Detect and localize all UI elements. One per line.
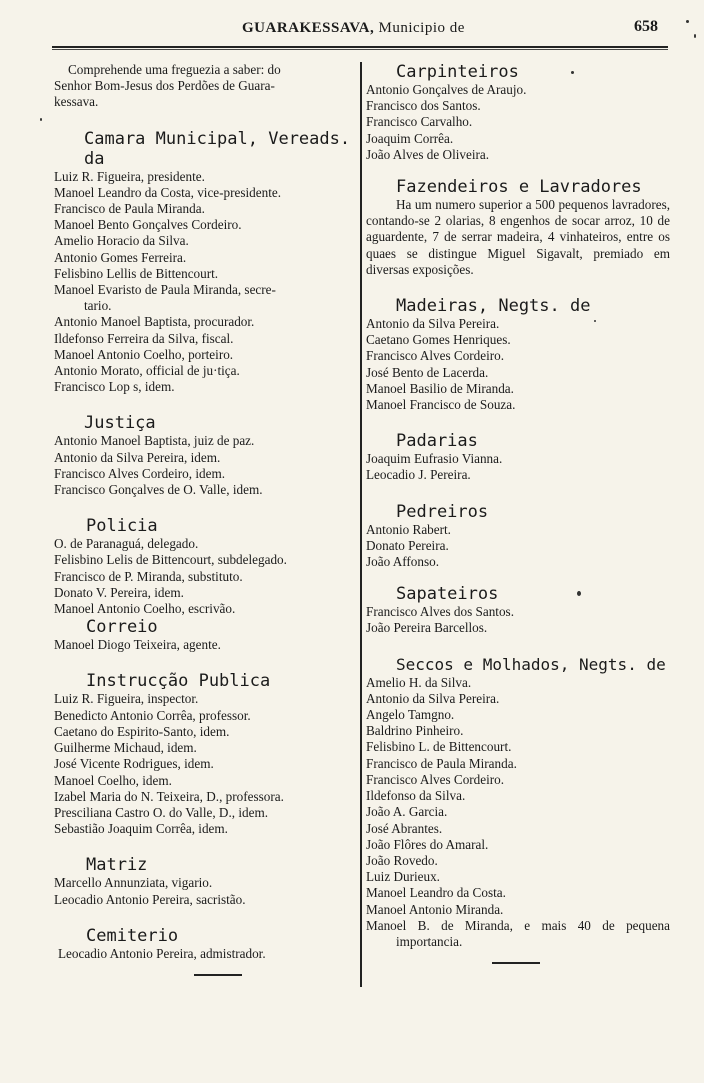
- list-item: Manoel Antonio Coelho, porteiro.: [54, 346, 234, 362]
- list-item: Antonio Gomes Ferreira.: [54, 249, 187, 265]
- end-rule: [194, 974, 242, 976]
- list-item: Felisbino Lelis de Bittencourt, subdelegado.: [54, 552, 287, 568]
- list-item: Antonio Manoel Baptista, juiz de paz.: [54, 433, 255, 449]
- print-speck: [594, 320, 596, 322]
- list-item: Ildefonso Ferreira da Silva, fiscal.: [54, 330, 234, 346]
- list-item: Luiz R. Figueira, inspector.: [54, 691, 199, 707]
- list-item: Leocadio Antonio Pereira, admistrador.: [58, 945, 266, 961]
- section-heading-pedreiros: Pedreiros: [396, 501, 489, 522]
- print-speck: [686, 20, 689, 23]
- right-column: [366, 62, 670, 964]
- section-heading-camara: Camara Municipal, Vereads. da: [84, 128, 351, 169]
- list-item: Francisco Alves Cordeiro.: [366, 771, 505, 787]
- list-item: José Vicente Rodrigues, idem.: [54, 756, 214, 772]
- list-item: Felisbino Lellis de Bittencourt.: [54, 265, 219, 281]
- list-item: Francisco de Paula Miranda.: [54, 201, 205, 217]
- list-item: Luiz Durieux.: [366, 869, 440, 885]
- list-item: Manoel Bento Gonçalves Cordeiro.: [54, 217, 242, 233]
- list-item: Antonio da Silva Pereira, idem.: [54, 449, 221, 465]
- list-item: Joaquim Eufrasio Vianna.: [366, 451, 503, 467]
- list-item: Antonio da Silva Pereira.: [366, 690, 500, 706]
- list-item: João A. Garcia.: [366, 804, 448, 820]
- section-heading-matriz: Matriz: [86, 855, 148, 876]
- list-item: Angelo Tamgno.: [366, 707, 455, 723]
- list-item: Luiz R. Figueira, presidente.: [54, 168, 205, 184]
- header-rule-thin: [52, 49, 668, 50]
- section-heading-carpinteiros: Carpinteiros: [396, 62, 519, 82]
- section-heading-instrucao: Instrucção Publica: [86, 671, 271, 692]
- print-speck: [40, 118, 42, 121]
- list-item: Antonio Rabert.: [366, 521, 451, 537]
- section-heading-padarias: Padarias: [396, 431, 478, 452]
- list-item: O. de Paranaguá, delegado.: [54, 536, 199, 552]
- print-speck: [571, 71, 574, 74]
- print-speck: [577, 591, 581, 596]
- list-item: Felisbino L. de Bittencourt.: [366, 739, 512, 755]
- list-item: Guilherme Michaud, idem.: [54, 740, 197, 756]
- paragraph-fazendeiros: Ha um numero superior a 500 pequenos lavradores, contando-se 2 olarias, 8 engenhos de socar arroz, 10 de aguardente, 7 de serrar madeira, 4 vinhateiros, entre os quaes se distingue Miguel Sigavalt, premiado em diversas exposições.: [366, 197, 670, 277]
- section-heading-madeiras: Madeiras, Negts. de: [396, 296, 591, 317]
- list-item: José Bento de Lacerda.: [366, 364, 489, 380]
- list-item: Francisco Lop s, idem.: [54, 379, 175, 395]
- list-item: Antonio da Silva Pereira.: [366, 316, 500, 332]
- section-heading-sapateiros: Sapateiros: [396, 584, 499, 605]
- list-item: Francisco de Paula Miranda.: [366, 755, 517, 771]
- page-header: [52, 18, 672, 40]
- intro-line: Comprehende uma freguezia a saber: do: [68, 62, 281, 77]
- list-item: Amelio Horacio da Silva.: [54, 233, 189, 249]
- list-item: João Flôres do Amaral.: [366, 836, 489, 852]
- list-item: Francisco de P. Miranda, substituto.: [54, 568, 243, 584]
- list-item: Manoel Evaristo de Paula Miranda, secre-: [54, 282, 276, 298]
- list-item: Baldrino Pinheiro.: [366, 723, 464, 739]
- list-item: Amelio H. da Silva.: [366, 674, 472, 690]
- list-item: José Abrantes.: [366, 820, 443, 836]
- section-heading-fazendeiros: Fazendeiros e Lavradores: [396, 177, 642, 198]
- list-item: Francisco dos Santos.: [366, 98, 481, 114]
- section-heading-seccos: Seccos e Molhados, Negts. de: [396, 654, 666, 674]
- running-title-place: GUARAKESSAVA,: [242, 20, 375, 36]
- list-item: Manoel Leandro da Costa, vice-presidente.: [54, 184, 282, 200]
- list-item: Joaquim Corrêa.: [366, 130, 454, 146]
- section-heading-correio: Correio: [86, 617, 158, 638]
- list-item: Manoel Francisco de Souza.: [366, 397, 516, 413]
- list-item: Manoel Antonio Coelho, escrivão.: [54, 601, 236, 617]
- list-item: Francisco Carvalho.: [366, 114, 473, 130]
- section-heading-cemiterio: Cemiterio: [86, 925, 179, 946]
- list-item: Marcello Annunziata, vigario.: [54, 875, 213, 891]
- list-item: Benedicto Antonio Corrêa, professor.: [54, 707, 251, 723]
- section-heading-justica: Justiça: [84, 413, 156, 434]
- list-item: Leocadio J. Pereira.: [366, 467, 471, 483]
- list-item: Francisco Gonçalves de O. Valle, idem.: [54, 482, 263, 498]
- list-item: Francisco Alves Cordeiro.: [366, 348, 505, 364]
- list-item: João Rovedo.: [366, 852, 438, 868]
- running-title: [242, 20, 465, 37]
- list-item-continuation: tario.: [84, 298, 112, 314]
- list-item: Caetano do Espirito-Santo, idem.: [54, 723, 230, 739]
- list-item: Donato Pereira.: [366, 537, 449, 553]
- list-item: Manoel Leandro da Costa.: [366, 885, 506, 901]
- list-item: Sebastião Joaquim Corrêa, idem.: [54, 821, 228, 837]
- list-item: Leocadio Antonio Pereira, sacristão.: [54, 891, 246, 907]
- list-item: João Alves de Oliveira.: [366, 146, 490, 162]
- column-divider: [360, 62, 362, 987]
- left-column: [54, 62, 356, 976]
- list-item: Francisco Alves Cordeiro, idem.: [54, 465, 226, 481]
- list-item-last: Manoel B. de Miranda, e mais 40 de pequena importancia.: [366, 917, 670, 949]
- list-item: Manoel Diogo Teixeira, agente.: [54, 637, 221, 653]
- list-item: Manoel Antonio Miranda.: [366, 901, 504, 917]
- list-item: Antonio Manoel Baptista, procurador.: [54, 314, 255, 330]
- running-title-suffix: Municipio de: [378, 20, 465, 36]
- list-item: Antonio Gonçalves de Araujo.: [366, 82, 527, 97]
- list-item: Manoel Coelho, idem.: [54, 772, 172, 788]
- list-item: João Affonso.: [366, 554, 440, 570]
- header-rule: [52, 46, 668, 48]
- list-item: Ildefonso da Silva.: [366, 788, 466, 804]
- end-rule: [492, 962, 540, 964]
- list-item: Presciliana Castro O. do Valle, D., idem.: [54, 804, 269, 820]
- intro-line: kessava.: [54, 94, 99, 110]
- intro-line: Senhor Bom-Jesus dos Perdões de Guara-: [54, 78, 275, 94]
- section-heading-policia: Policia: [86, 516, 158, 537]
- list-item: João Pereira Barcellos.: [366, 620, 488, 636]
- list-item: Francisco Alves dos Santos.: [366, 604, 514, 620]
- list-item: Izabel Maria do N. Teixeira, D., professora.: [54, 788, 284, 804]
- list-item: Donato V. Pereira, idem.: [54, 584, 184, 600]
- list-item: Antonio Morato, official de ju·tiça.: [54, 363, 240, 379]
- list-item: Caetano Gomes Henriques.: [366, 332, 511, 348]
- list-item: Manoel Basilio de Miranda.: [366, 380, 514, 396]
- page-number: 658: [634, 18, 658, 35]
- print-speck: [694, 34, 696, 38]
